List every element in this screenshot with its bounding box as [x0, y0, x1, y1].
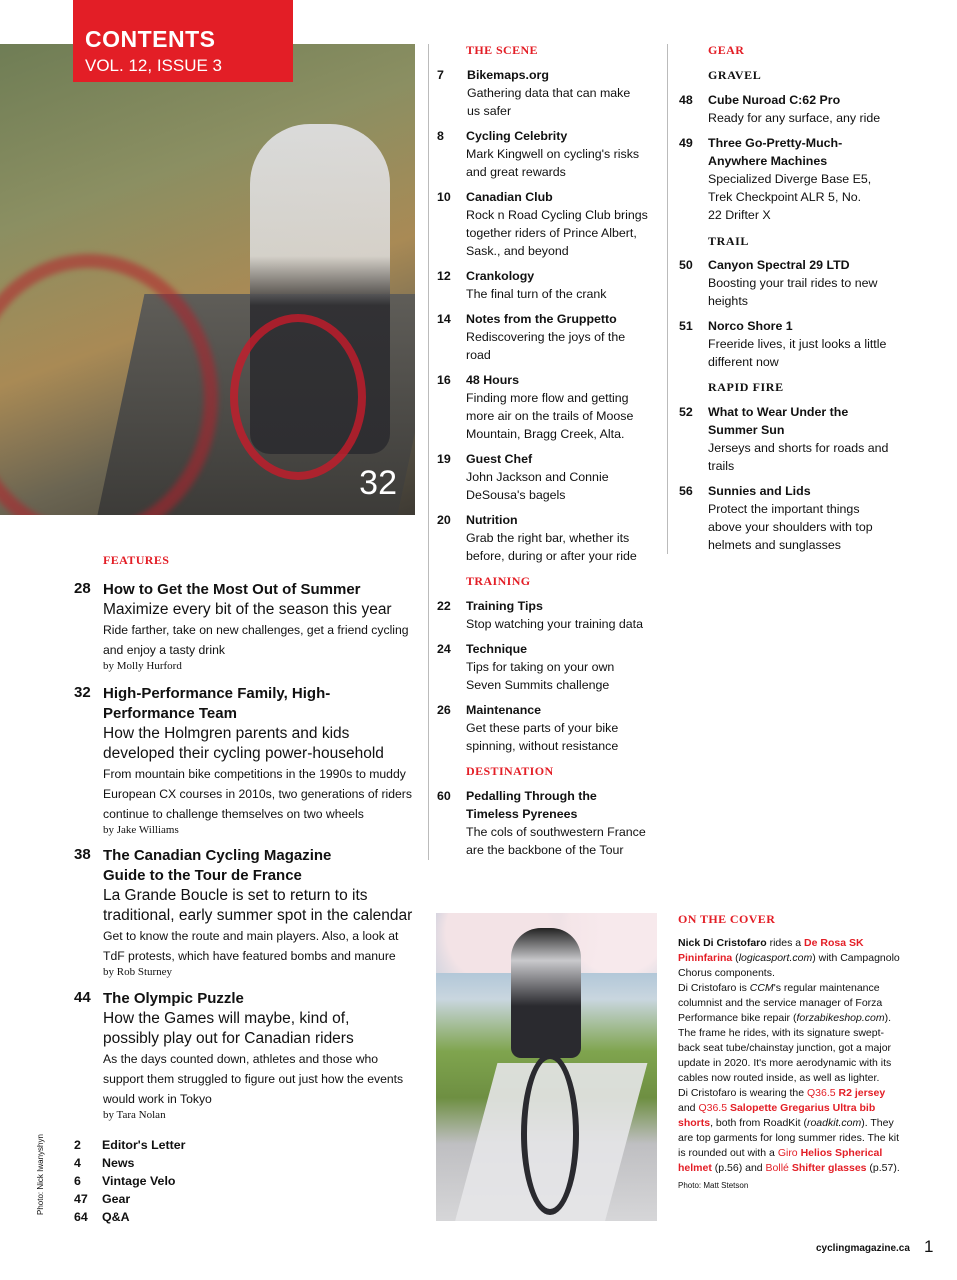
dept-item[interactable]: 6 Vintage Velo	[74, 1174, 176, 1188]
destination-label: DESTINATION	[466, 764, 554, 778]
hero-photo	[0, 44, 415, 515]
cover-photo-credit: Photo: Matt Stetson	[678, 1181, 749, 1190]
dept-item[interactable]: 4 News	[74, 1156, 135, 1170]
trail-label: TRAIL	[708, 234, 750, 248]
feature-title: High-Performance Family, High-Performance Team	[103, 685, 331, 722]
toc-item[interactable]: 51 Norco Shore 1 Freeride lives, it just looks a little different now	[679, 319, 887, 369]
toc-item[interactable]: 16 48 Hours Finding more flow and getting more air on the trails of Moose Mountain, Bragg Creek, Alta.	[437, 373, 634, 441]
gear-label: GEAR	[708, 43, 745, 57]
contents-header	[73, 0, 293, 82]
photo-credit: Photo: Nick Iwanyshyn	[36, 1134, 45, 1215]
feature-deck: La Grande Boucle is set to return to its traditional, early summer spot in the calendar	[103, 887, 413, 924]
scene-label: THE SCENE	[466, 43, 538, 57]
footer-site: cyclingmagazine.ca	[816, 1243, 910, 1254]
features-label: FEATURES	[103, 553, 170, 567]
column-divider	[667, 44, 668, 554]
training-label: TRAINING	[466, 574, 531, 588]
feature-deck: Maximize every bit of the season this year	[103, 601, 392, 618]
feature-title: The Canadian Cycling Magazine Guide to the Tour de France	[103, 847, 332, 884]
dept-item[interactable]: 64 Q&A	[74, 1210, 130, 1224]
toc-item[interactable]: 7 Bikemaps.org Gathering data that can make us safer	[437, 68, 631, 118]
feature-byline: by Rob Sturney	[103, 966, 173, 978]
hero-page-number: 32	[359, 464, 397, 502]
toc-item[interactable]: 50 Canyon Spectral 29 LTD Boosting your trail rides to new heights	[679, 258, 878, 308]
toc-item[interactable]: 56 Sunnies and Lids Protect the important things above your shoulders with top helmets and sunglasses	[679, 484, 873, 552]
cover-label: ON THE COVER	[678, 912, 776, 926]
toc-item[interactable]: 10 Canadian Club Rock n Road Cycling Club brings together riders of Prince Albert, Sask., and beyond	[437, 190, 648, 258]
toc-item[interactable]: 24 Technique Tips for taking on your own Seven Summits challenge	[437, 642, 615, 692]
issue-label: VOL. 12, ISSUE 3	[85, 56, 223, 75]
cover-photo	[436, 913, 657, 1221]
feature-byline: by Jake Williams	[103, 824, 179, 836]
toc-item[interactable]: 52 What to Wear Under the Summer Sun Jerseys and shorts for roads and trails	[679, 405, 889, 473]
toc-item[interactable]: 49 Three Go-Pretty-Much-Anywhere Machines Specialized Diverge Base E5, Trek Checkpoint ALR 5, No. 22 Drifter X	[679, 136, 872, 222]
feature-desc: Ride farther, take on new challenges, get a friend cycling and enjoy a tasty drink	[103, 623, 409, 657]
feature-desc: As the days counted down, athletes and those who support them struggled to figure out just how the events would work in Tokyo	[103, 1052, 404, 1106]
feature-title: How to Get the Most Out of Summer	[103, 581, 361, 598]
dept-item[interactable]: 2 Editor's Letter	[74, 1138, 186, 1152]
toc-item[interactable]: 26 Maintenance Get these parts of your bike spinning, without resistance	[437, 703, 619, 753]
feature-title: The Olympic Puzzle	[103, 990, 244, 1007]
toc-item[interactable]: 14 Notes from the Gruppetto Rediscovering the joys of the road	[437, 312, 626, 362]
feature-byline: by Molly Hurford	[103, 660, 182, 672]
gravel-label: GRAVEL	[708, 68, 762, 82]
toc-item[interactable]: 8 Cycling Celebrity Mark Kingwell on cycling's risks and great rewards	[437, 129, 640, 179]
toc-item[interactable]: 48 Cube Nuroad C:62 Pro Ready for any surface, any ride	[679, 93, 881, 125]
feature-byline: by Tara Nolan	[103, 1109, 166, 1121]
toc-item[interactable]: 12 Crankology The final turn of the crank	[437, 269, 607, 301]
footer-page-number: 1	[924, 1237, 934, 1256]
page-title: CONTENTS	[85, 26, 216, 52]
feature-deck: How the Holmgren parents and kids developed their cycling power-household	[103, 725, 384, 762]
toc-item[interactable]: 60 Pedalling Through the Timeless Pyrenees The cols of southwestern France are the backbone of the Tour	[437, 789, 646, 857]
cover-description: Nick Di Cristofaro rides a De Rosa SK Pininfarina (logicasport.com) with Campagnolo Chorus components. Di Cristofaro is CCM's regular maintenance columnist and the service manager of Forza Performance bike repair (forzabikeshop.com). The frame he rides, with its signature swept-back seat tube/chainstay junction, got a major update in 2020. It's more aerodynamic with its cables now routed inside, as well as lighter. Di Cristofaro is wearing the Q36.5 R2 jersey and Q36.5 Salopette Gregarius Ultra bib shorts, both from RoadKit (roadkit.com). They are top garments for long summer rides. The kit is rounded out with a Giro Helios Spherical helmet (p.56) and Bollé Shifter glasses (p.57). Photo: Matt Stetson	[678, 936, 903, 1193]
toc-item[interactable]: 19 Guest Chef John Jackson and Connie DeSousa's bagels	[437, 452, 609, 502]
feature-deck: How the Games will maybe, kind of, possibly play out for Canadian riders	[103, 1010, 354, 1047]
column-divider	[428, 44, 429, 860]
toc-item[interactable]: 22 Training Tips Stop watching your training data	[437, 599, 644, 631]
dept-item[interactable]: 47 Gear	[74, 1192, 131, 1206]
toc-item[interactable]: 20 Nutrition Grab the right bar, whether its before, during or after your ride	[437, 513, 637, 563]
feature-desc: From mountain bike competitions in the 1990s to muddy European CX courses in 2010s, two generations of riders continue to challenge themselves on two wheels	[103, 767, 412, 821]
feature-desc: Get to know the route and main players. Also, a look at TdF protests, which have featured bombs and manure	[103, 929, 399, 963]
rapid-fire-label: RAPID FIRE	[708, 380, 784, 394]
